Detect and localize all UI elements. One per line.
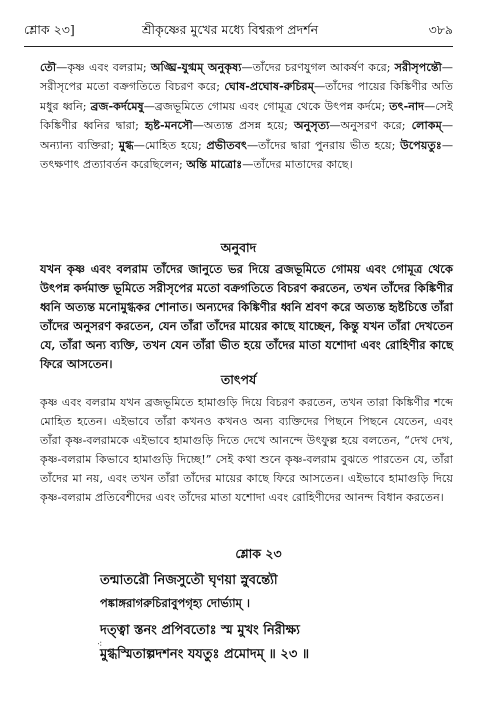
term-meaning: —সরীসৃপের মতো বক্রগতিতে বিচরণ করে; — [40, 61, 453, 94]
term-meaning: —অন্যান্য ব্যক্তিরা; — [40, 119, 453, 152]
sanskrit-term: মুগ্ধ — [118, 137, 134, 152]
sanskrit-term: উপেয়তুঃ — [400, 137, 442, 152]
term-meaning: —সেই কিঙ্কিণীর ধ্বনির দ্বারা; — [40, 99, 453, 133]
term-meaning: —তাঁদের পায়ের কিঙ্কিণীর অতি মধুর ধ্বনি; — [40, 80, 453, 113]
chapter-title: শ্রীকৃষ্ণের মুখের মধ্যে বিশ্বরূপ প্রদর্শন — [142, 22, 319, 37]
term-meaning: —অনুসরণ করে; — [329, 119, 412, 133]
verse-line: তন্মাতরৌ নিজসুতৌ ঘৃণয়া স্নুবন্ত্যৌ — [100, 573, 278, 588]
sanskrit-term: ঘোষ-প্রঘোষ-রুচিরম্ — [224, 79, 314, 94]
verse-reference: শ্লোক ২৩] — [24, 22, 75, 37]
sanskrit-term: ব্রজ-কর্দমেষু — [90, 98, 144, 113]
header-rule — [24, 46, 453, 47]
purport-heading: তাৎপর্য — [220, 372, 257, 387]
verse-line: পঙ্কাঙ্গরাগরুচিরাবুপগৃহ্য দোর্ভ্যাম্ । — [100, 596, 251, 610]
running-header — [24, 22, 453, 42]
sanskrit-term: লোকম্ — [411, 118, 442, 133]
sanskrit-term: তৎ-নাদ — [389, 98, 425, 113]
term-meaning: —তাঁদের দ্বারা পুনরায় ভীত হয়ে; — [246, 138, 401, 152]
purport-paragraph: কৃষ্ণ এবং বলরাম যখন ব্রজভূমিতে হামাগুড়ি দিয়ে বিচরণ করতেন, তখন তারা কিঙ্কিণীর শব্দে মোহিত হতেন। এইভাবে তাঁরা কখনও কখনও অন্য ব্যক্তিদের পিছনে পিছনে যেতেন, এবং তাঁরা কৃষ্ণ-বলরামকে এইভাবে হামাগুড়ি দিতে দেখে আনন্দে উৎফুল্ল হয়ে বলতেন, “দেখ দেখ, কৃষ্ণ-বলরাম কিভাবে হামাগুড়ি দিচ্ছে!” সেই কথা শুনে কৃষ্ণ-বলরাম বুঝতে পারতেন যে, তাঁরা তাঁদের মা নয়, এবং তখন তাঁরা তাঁদের মায়ের কাছে ফিরে আসতেন। এইভাবে হামাগুড়ি দিয়ে কৃষ্ণ-বলরাম প্রতিবেশীদের এবং তাঁদের মাতা যশোদা এবং রোহিণীদের আনন্দ বিধান করতেন। — [40, 396, 453, 504]
sanskrit-term: অন্তি মাত্রোঃ — [186, 157, 243, 172]
sanskrit-term: সরীসৃপন্তৌ — [394, 60, 442, 74]
term-meaning: —অত্যন্ত প্রসন্ন হয়ে; — [192, 119, 294, 133]
term-meaning: —তাঁদের মাতাদের কাছে। — [242, 158, 353, 172]
word-meanings-paragraph — [40, 58, 453, 174]
term-meaning: —তাঁদের চরণযুগল আকর্ষণ করে; — [241, 61, 395, 74]
term-meaning: —ব্রজভূমিতে গোময় এবং গোমূত্র থেকে উৎপন্ন কর্দমে; — [143, 99, 390, 113]
verse-line: দত্ত্বা স্তনং প্রপিবতোঃ স্ম মুখং নিরীক্ষ্য — [100, 623, 300, 638]
sanskrit-term: অঙ্ঘ্রি-যুগ্মম্ অনুকৃষ্য — [150, 60, 242, 74]
verse-line: মুগ্ধস্মিতাল্পদশনং যযতুঃ প্রমোদম্ ॥ ২৩ ॥ — [100, 647, 310, 662]
sanskrit-term: তৌ — [40, 60, 57, 74]
ink-dots: ⁖ — [97, 640, 103, 650]
sanskrit-term: প্রভীতবৎ — [206, 137, 247, 152]
sanskrit-term: অনুসৃত্য — [293, 118, 330, 133]
page-number: ৩৮৯ — [428, 22, 453, 37]
term-meaning: —মোহিত হয়ে; — [133, 138, 207, 152]
term-meaning: —কৃষ্ণ এবং বলরাম; — [56, 61, 151, 74]
sanskrit-term: হৃষ্ট-মনসৌ — [144, 118, 193, 133]
term-meaning: —তৎক্ষণাৎ প্রত্যাবর্তন করেছিলেন; — [40, 138, 454, 172]
verse-heading: শ্লোক ২৩ — [235, 546, 282, 561]
translation-heading: অনুবাদ — [220, 240, 257, 255]
translation-paragraph: যখন কৃষ্ণ এবং বলরাম তাঁদের জানুতে ভর দিয়ে ব্রজভূমিতে গোময় এবং গোমূত্র থেকে উৎপন্ন কর্দমাক্ত ভূমিতে সরীসৃপের মতো বক্রগতিতে বিচরণ করতেন, তখন তাঁদের কিঙ্কিণীর ধ্বনি অত্যন্ত মনোমুগ্ধকর শোনাত। অন্যদের কিঙ্কিণীর ধ্বনি শ্রবণ করে অত্যন্ত হৃষ্টচিত্তে তাঁরা তাঁদের অনুসরণ করতেন, যেন তাঁরা তাঁদের মায়ের কাছে যাচ্ছেন, কিন্তু যখন তাঁরা দেখতেন যে, তাঁরা অন্য ব্যক্তি, তখন যেন তাঁরা ভীত হয়ে তাঁদের মাতা যশোদা এবং রোহিণীর কাছে ফিরে আসতেন। — [40, 262, 453, 371]
